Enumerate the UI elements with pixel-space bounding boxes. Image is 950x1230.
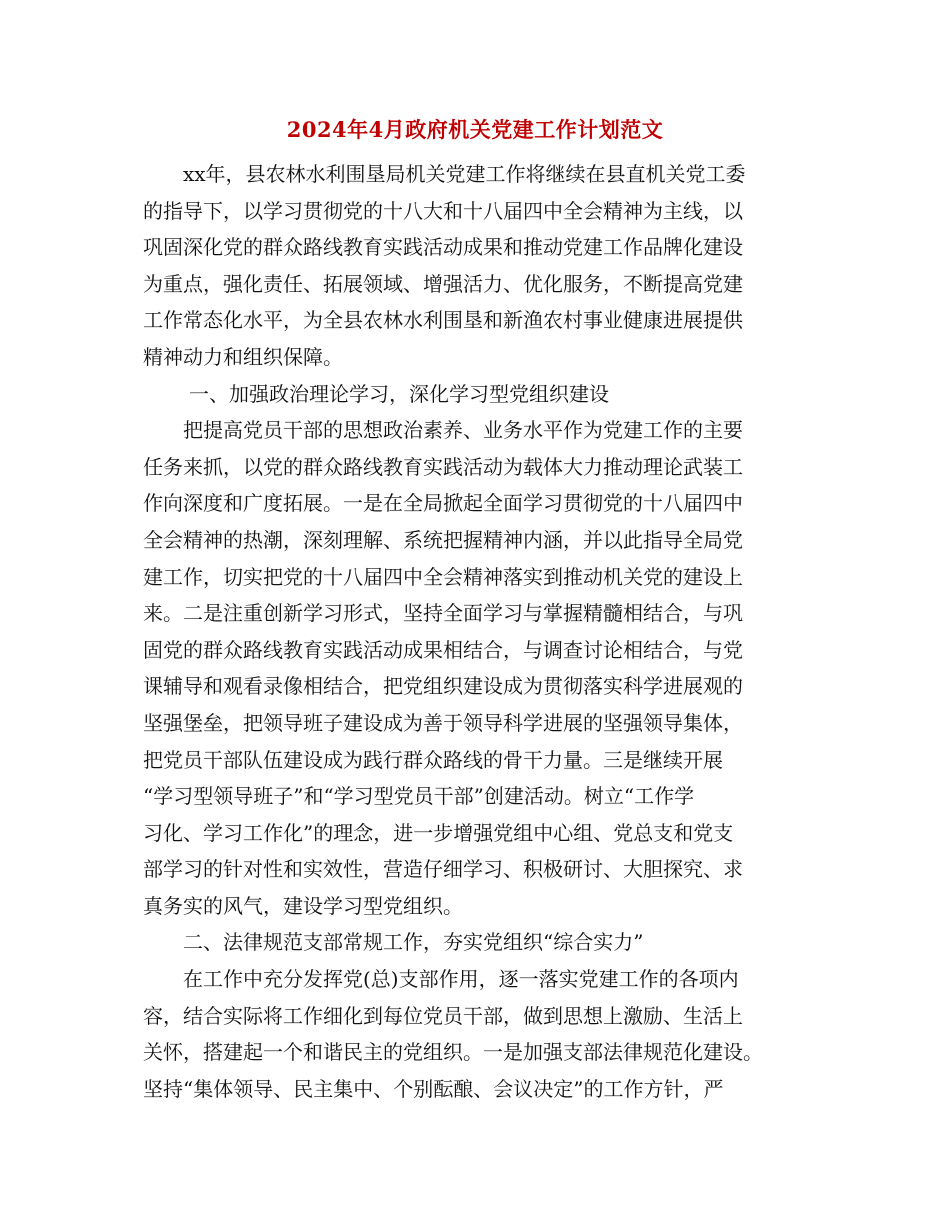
document-body: [143, 156, 823, 1107]
paragraph-line: “学习型领导班子”和“学习型党员干部”创建活动。树立“工作学: [143, 784, 695, 809]
paragraph-line: 固党的群众路线教育实践活动成果相结合，与调查讨论相结合，与党: [143, 637, 743, 662]
paragraph-line: 全会精神的热潮，深刻理解、系统把握精神内涵，并以此指导全局党: [143, 527, 743, 552]
paragraph-line: 作向深度和广度拓展。一是在全局掀起全面学习贯彻党的十八届四中: [143, 491, 743, 516]
paragraph-line: 把党员干部队伍建设成为践行群众路线的骨干力量。三是继续开展: [143, 747, 723, 772]
paragraph-line: 坚强堡垒，把领导班子建设成为善于领导科学进展的坚强领导集体，: [143, 710, 743, 735]
paragraph-line: 部学习的针对性和实效性，营造仔细学习、积极研讨、大胆探究、求: [143, 857, 743, 882]
paragraph-line: 来。二是注重创新学习形式，坚持全面学习与掌握精髓相结合，与巩: [143, 601, 743, 626]
paragraph-line: 精神动力和组织保障。: [143, 344, 343, 369]
paragraph-line: 关怀，搭建起一个和谐民主的党组织。一是加强支部法律规范化建设。: [143, 1040, 763, 1065]
paragraph-line: 工作常态化水平，为全县农林水利围垦和新渔农村事业健康进展提供: [143, 308, 743, 333]
paragraph-line: 的指导下，以学习贯彻党的十八大和十八届四中全会精神为主线，以: [143, 198, 743, 223]
paragraph-line: 习化、学习工作化”的理念，进一步增强党组中心组、党总支和党支: [143, 820, 734, 845]
paragraph-line: 课辅导和观看录像相结合，把党组织建设成为贯彻落实科学进展观的: [143, 674, 743, 699]
section-heading: 二、法律规范支部常规工作，夯实党组织“综合实力”: [183, 930, 644, 955]
paragraph-line: 建工作，切实把党的十八届四中全会精神落实到推动机关党的建设上: [143, 564, 743, 589]
paragraph-line: 在工作中充分发挥党(总)支部作用，逐一落实党建工作的各项内: [183, 967, 739, 992]
paragraph-line: 巩固深化党的群众路线教育实践活动成果和推动党建工作品牌化建设: [143, 235, 743, 260]
section-heading: 一、加强政治理论学习，深化学习型党组织建设: [189, 381, 609, 406]
paragraph-line: 把提高党员干部的思想政治素养、业务水平作为党建工作的主要: [183, 418, 743, 443]
paragraph-line: xx年，县农林水利围垦局机关党建工作将继续在县直机关党工委: [183, 162, 746, 186]
paragraph-line: 坚持“集体领导、民主集中、个别酝酿、会议决定”的工作方针，严: [143, 1076, 724, 1101]
paragraph-line: 容，结合实际将工作细化到每位党员干部，做到思想上激励、生活上: [143, 1003, 743, 1028]
paragraph-line: 任务来抓，以党的群众路线教育实践活动为载体大力推动理论武装工: [143, 454, 743, 479]
paragraph-line: 真务实的风气，建设学习型党组织。: [143, 893, 463, 918]
paragraph-line: 为重点，强化责任、拓展领域、增强活力、优化服务，不断提高党建: [143, 271, 743, 296]
document-title: 2024年4月政府机关党建工作计划范文: [286, 117, 664, 142]
